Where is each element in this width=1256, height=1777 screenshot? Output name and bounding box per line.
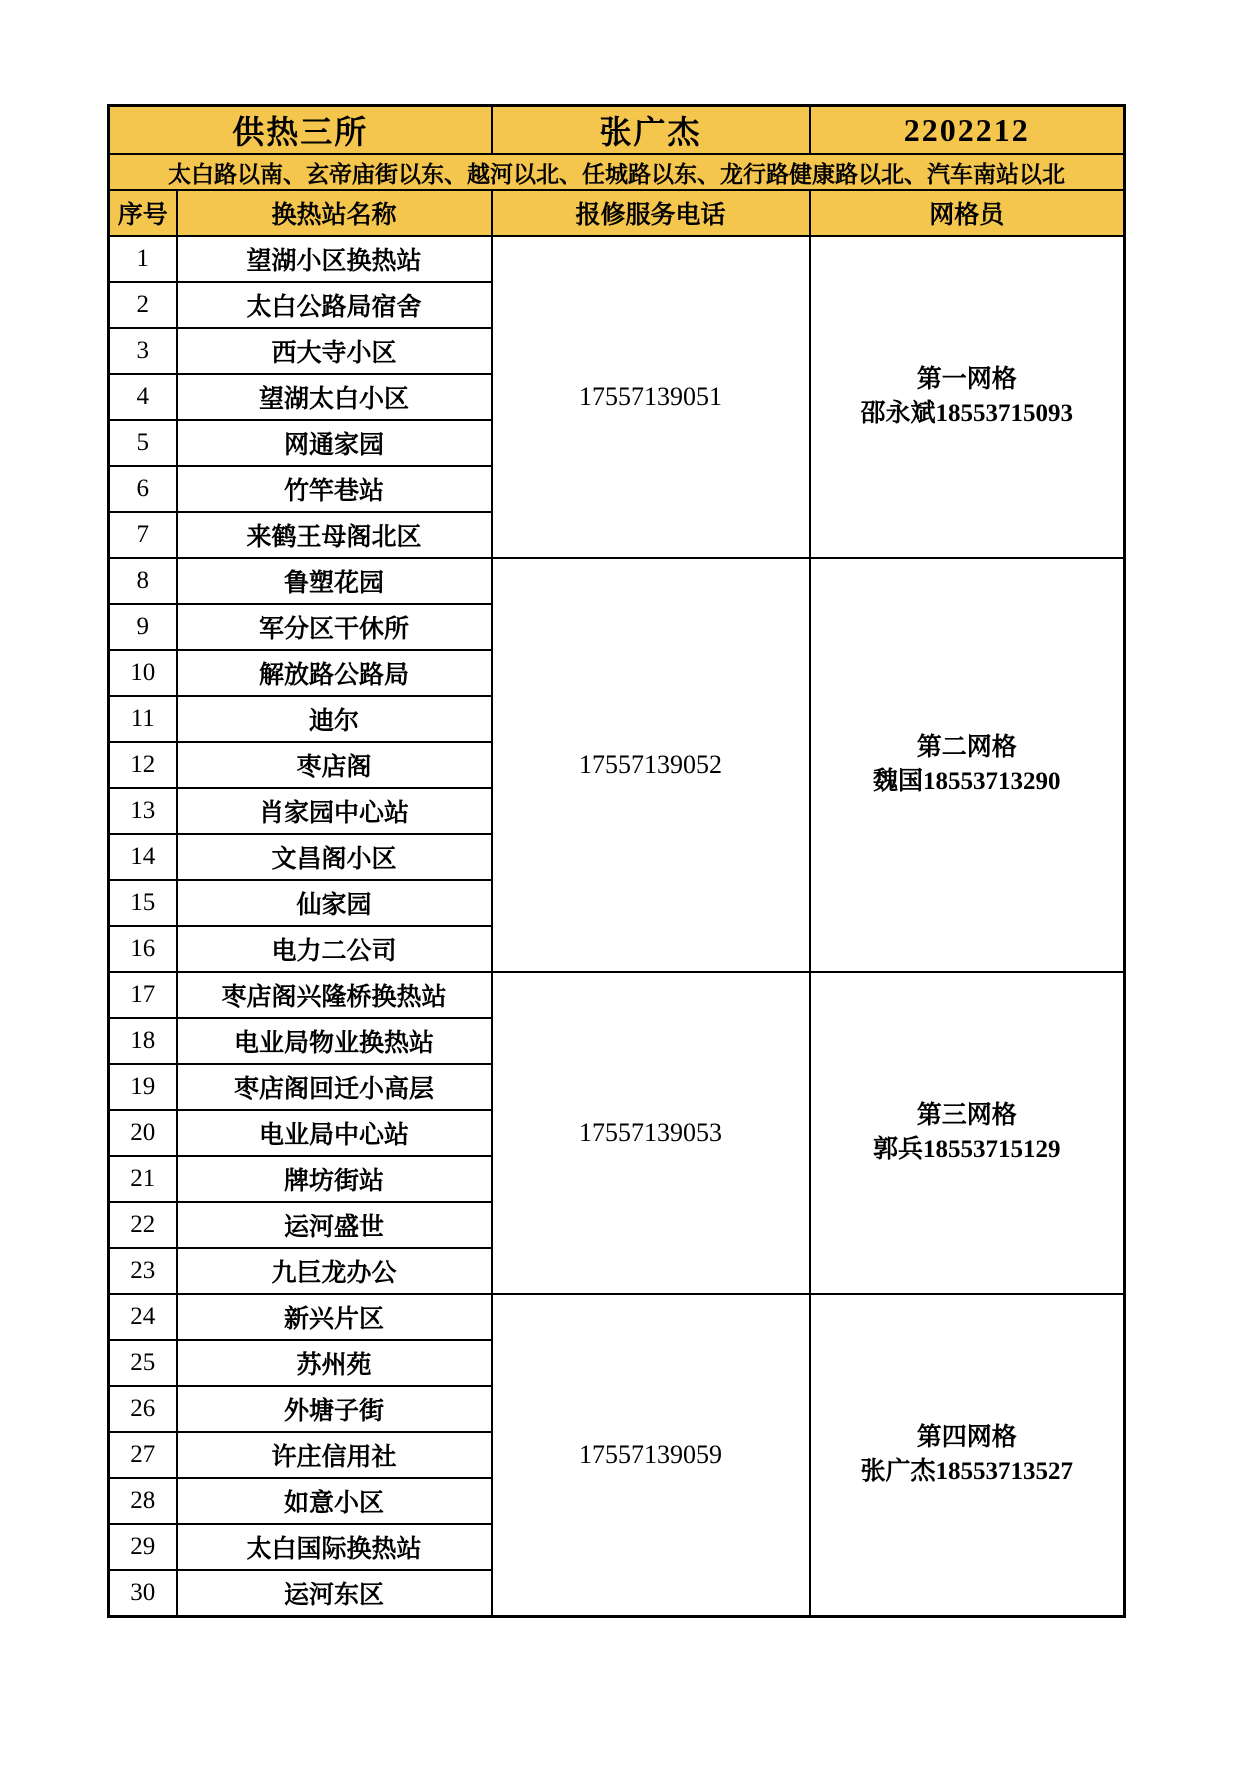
table-row — [109, 558, 1125, 604]
station-name-cell: 军分区干休所 — [177, 604, 492, 650]
row-number-cell: 9 — [109, 604, 177, 650]
row-number-cell: 18 — [109, 1018, 177, 1064]
column-header-phone: 报修服务电话 — [492, 190, 810, 236]
region-note: 太白路以南、玄帝庙街以东、越河以北、任城路以东、龙行路健康路以北、汽车南站以北 — [109, 154, 1125, 190]
table-row — [109, 236, 1125, 282]
row-number-cell: 12 — [109, 742, 177, 788]
station-name-cell: 枣店阁 — [177, 742, 492, 788]
row-number-cell: 30 — [109, 1570, 177, 1617]
row-number-cell: 3 — [109, 328, 177, 374]
table-row — [109, 972, 1125, 1018]
row-number-cell: 7 — [109, 512, 177, 558]
region-note-row — [109, 154, 1125, 190]
service-phone-cell: 17557139051 — [492, 236, 810, 558]
table-title-row — [109, 106, 1125, 155]
row-number-cell: 4 — [109, 374, 177, 420]
row-number-cell: 6 — [109, 466, 177, 512]
grid-member-cell — [810, 236, 1125, 558]
station-name-cell: 新兴片区 — [177, 1294, 492, 1340]
row-number-cell: 24 — [109, 1294, 177, 1340]
manager-name: 张广杰 — [492, 106, 810, 155]
row-number-cell: 27 — [109, 1432, 177, 1478]
row-number-cell: 25 — [109, 1340, 177, 1386]
station-name-cell: 仙家园 — [177, 880, 492, 926]
station-name-cell: 网通家园 — [177, 420, 492, 466]
grid-member-cell — [810, 1294, 1125, 1617]
column-header-row — [109, 190, 1125, 236]
column-header-grid-member: 网格员 — [810, 190, 1125, 236]
row-number-cell: 15 — [109, 880, 177, 926]
column-header-index: 序号 — [109, 190, 177, 236]
service-phone-cell: 17557139053 — [492, 972, 810, 1294]
station-name-cell: 许庄信用社 — [177, 1432, 492, 1478]
station-name-cell: 文昌阁小区 — [177, 834, 492, 880]
grid-name: 第二网格 — [916, 734, 1017, 762]
grid-member-cell — [810, 558, 1125, 972]
grid-member-contact: 张广杰18553713527 — [860, 1458, 1074, 1485]
station-name-cell: 枣店阁回迁小高层 — [177, 1064, 492, 1110]
row-number-cell: 23 — [109, 1248, 177, 1294]
grid-name: 第四网格 — [916, 1424, 1017, 1452]
station-table-body — [109, 236, 1125, 1617]
department-code: 2202212 — [810, 106, 1125, 155]
station-name-cell: 来鹤王母阁北区 — [177, 512, 492, 558]
grid-member-contact: 郭兵18553715129 — [873, 1136, 1061, 1163]
row-number-cell: 16 — [109, 926, 177, 972]
station-name-cell: 迪尔 — [177, 696, 492, 742]
department-title: 供热三所 — [109, 106, 492, 155]
station-name-cell: 太白国际换热站 — [177, 1524, 492, 1570]
station-name-cell: 解放路公路局 — [177, 650, 492, 696]
station-name-cell: 竹竿巷站 — [177, 466, 492, 512]
row-number-cell: 29 — [109, 1524, 177, 1570]
row-number-cell: 19 — [109, 1064, 177, 1110]
row-number-cell: 10 — [109, 650, 177, 696]
row-number-cell: 20 — [109, 1110, 177, 1156]
row-number-cell: 2 — [109, 282, 177, 328]
station-name-cell: 电业局物业换热站 — [177, 1018, 492, 1064]
station-name-cell: 电业局中心站 — [177, 1110, 492, 1156]
station-name-cell: 望湖太白小区 — [177, 374, 492, 420]
grid-member-contact: 魏国18553713290 — [873, 768, 1061, 795]
station-name-cell: 外塘子街 — [177, 1386, 492, 1432]
station-name-cell: 鲁塑花园 — [177, 558, 492, 604]
station-name-cell: 苏州苑 — [177, 1340, 492, 1386]
station-name-cell: 肖家园中心站 — [177, 788, 492, 834]
row-number-cell: 26 — [109, 1386, 177, 1432]
row-number-cell: 11 — [109, 696, 177, 742]
row-number-cell: 21 — [109, 1156, 177, 1202]
row-number-cell: 17 — [109, 972, 177, 1018]
service-phone-cell: 17557139059 — [492, 1294, 810, 1617]
station-name-cell: 九巨龙办公 — [177, 1248, 492, 1294]
row-number-cell: 22 — [109, 1202, 177, 1248]
station-name-cell: 望湖小区换热站 — [177, 236, 492, 282]
column-header-station: 换热站名称 — [177, 190, 492, 236]
table-row — [109, 1294, 1125, 1340]
station-name-cell: 牌坊街站 — [177, 1156, 492, 1202]
station-name-cell: 枣店阁兴隆桥换热站 — [177, 972, 492, 1018]
station-name-cell: 运河东区 — [177, 1570, 492, 1617]
row-number-cell: 13 — [109, 788, 177, 834]
station-name-cell: 太白公路局宿舍 — [177, 282, 492, 328]
station-name-cell: 西大寺小区 — [177, 328, 492, 374]
grid-name: 第一网格 — [916, 366, 1017, 394]
heating-stations-table — [107, 104, 1126, 1618]
row-number-cell: 14 — [109, 834, 177, 880]
station-name-cell: 运河盛世 — [177, 1202, 492, 1248]
grid-name: 第三网格 — [916, 1102, 1017, 1130]
row-number-cell: 5 — [109, 420, 177, 466]
row-number-cell: 1 — [109, 236, 177, 282]
station-name-cell: 电力二公司 — [177, 926, 492, 972]
station-name-cell: 如意小区 — [177, 1478, 492, 1524]
grid-member-cell — [810, 972, 1125, 1294]
row-number-cell: 8 — [109, 558, 177, 604]
row-number-cell: 28 — [109, 1478, 177, 1524]
grid-member-contact: 邵永斌18553715093 — [860, 400, 1074, 427]
service-phone-cell: 17557139052 — [492, 558, 810, 972]
